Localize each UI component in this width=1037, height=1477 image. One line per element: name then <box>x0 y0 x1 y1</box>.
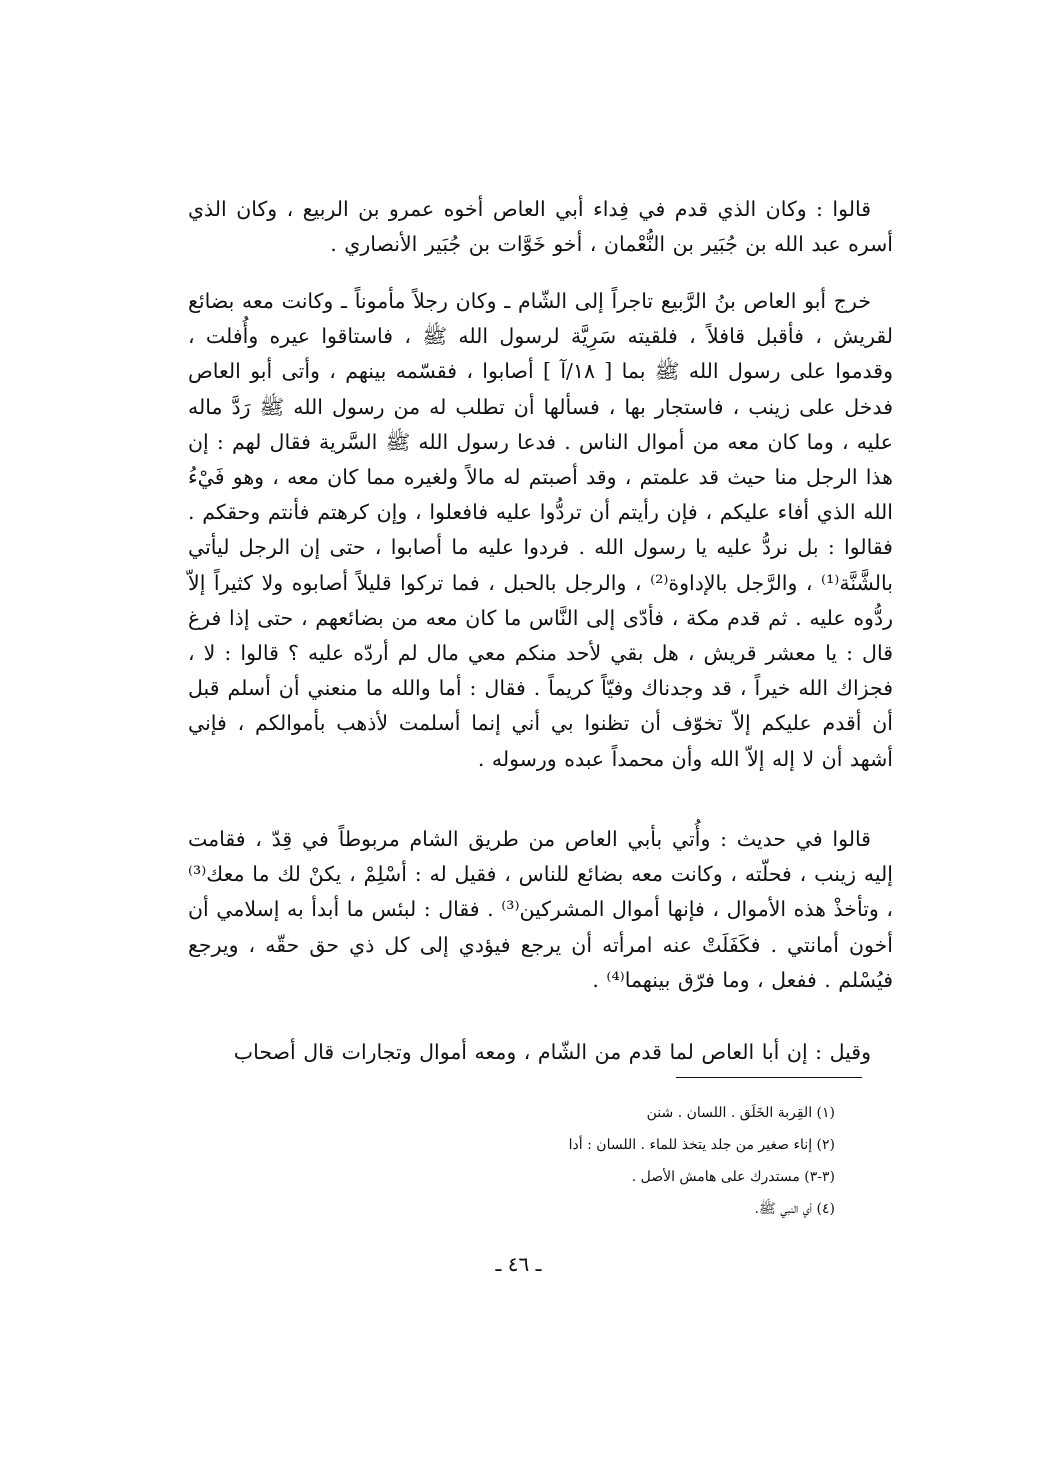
footnote-1: (١) القِربة الخَلَق . اللسان . شنن <box>646 1105 835 1121</box>
footnotes <box>500 1097 835 1225</box>
body-paragraph-1 <box>188 192 893 262</box>
paragraph-text: قالوا : وكان الذي قدم في فِداء أبي العاص أخوه عمرو بن الربيع ، وكان الذي أسره عبد الله بن جُبَير بن النُّعْمان ، أخو خَوَّات بن جُبَير الأنصاري . <box>188 197 893 257</box>
paragraph-text: وقيل : إن أبا العاص لما قدم من الشّام ، ومعه أموال وتجارات قال أصحاب <box>233 1040 871 1064</box>
footnote-2: (٢) إناء صغير من جلد يتخذ للماء . اللسان : أدا <box>568 1137 835 1153</box>
footnote-3: (٣-٣) مستدرك على هامش الأصل . <box>631 1169 835 1185</box>
body-paragraph-4 <box>188 1035 893 1070</box>
footnote-4: (٤) أي النبي ﷺ. <box>754 1201 835 1217</box>
paragraph-text: خرج أبو العاص بنُ الرَّبيع تاجراً إلى الشّام ـ وكان رجلاً مأموناً ـ وكانت معه بضائع لقريش ، فأقبل قافلاً ، فلقيته سَرِيَّة لرسول الله ﷺ ، فاستاقوا عيره وأُفلت ، وقدموا على رسول الله ﷺ بما [ ١٨/آ ] أصابوا ، فقسّمه بينهم ، وأتى أبو العاص فدخل على زينب ، فاستجار بها ، فسألها أن تطلب له من رسول الله ﷺ رَدَّ ماله عليه ، وما كان معه من أموال الناس . فدعا رسول الله ﷺ السَّرية فقال لهم : إن هذا الرجل منا حيث قد علمتم ، وقد أصبتم له مالاً ولغيره مما كان معه ، وهو فَيْءُ الله الذي أفاء عليكم ، فإن رأيتم أن تردُّوا عليه فافعلوا ، وإن كرهتم فأنتم وحقكم . فقالوا : بل نردُّ عليه يا رسول الله . فردوا عليه ما أصابوا ، حتى إن الرجل ليأتي بالشَّنَّة⁽¹⁾ ، والرَّجل بالإداوة⁽²⁾ ، والرجل بالحبل ، فما تركوا قليلاً أصابوه ولا كثيراً إلاّ ردُّوه عليه . ثم قدم مكة ، فأدّى إلى النَّاس ما كان معه من بضائعهم ، حتى إذا فرغ قال : يا معشر قريش ، هل بقي لأحد منكم معي مال لم أردّه عليه ؟ قالوا : لا ، فجزاك الله خيراً ، قد وجدناك وفيّاً كريماً . فقال : أما والله ما منعني أن أسلم قبل أن أقدم عليكم إلاّ تخوّف أن تظنوا بي أني إنما أسلمت لأذهب بأموالكم ، فإني أشهد أن لا إله إلاّ الله وأن محمداً عبده ورسوله . <box>188 289 894 771</box>
body-paragraph-2 <box>188 284 893 777</box>
page-number: ـ ٤٦ ـ <box>495 1252 542 1276</box>
paragraph-text: قالوا في حديث : وأُتي بأبي العاص من طريق الشام مربوطاً في قِدّ ، فقامت إليه زينب ، فحلّته ، وكانت معه بضائع للناس ، فقيل له : أسْلِمْ ، يكنْ لك ما معك⁽³⁾ ، وتأخذْ هذه الأموال ، فإنها أموال المشركين⁽³⁾ . فقال : لبئس ما أبدأ به إسلامي أن أخون أمانتي . فكَفَلَتْ عنه امرأته أن يرجع فيؤدي إلى كل ذي حق حقّه ، ويرجع فيُسْلم . ففعل ، وما فرّق بينهما⁽⁴⁾ . <box>188 827 893 992</box>
body-paragraph-3 <box>188 822 893 998</box>
footnote-separator <box>676 1077 862 1078</box>
